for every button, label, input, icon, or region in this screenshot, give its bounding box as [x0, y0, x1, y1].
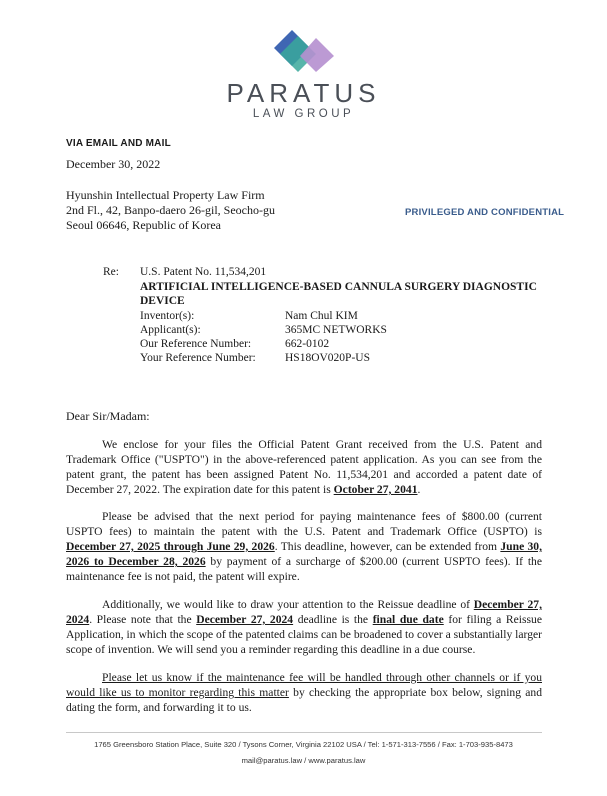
salutation: Dear Sir/Madam: — [66, 409, 150, 423]
p3-text-4: for filing a Reissue Application, in which the scope of the patented claims can be broadened to cover a substantially larger scope of invention. We will send you a reminder regarding this deadline in a due course. — [66, 613, 542, 656]
p3-text-3: deadline is the — [293, 613, 373, 626]
re-title-line2: DEVICE — [140, 295, 185, 307]
paratus-logo-mark — [272, 26, 336, 74]
extension-window: June 30, 2026 to December 28, 2026 — [66, 540, 543, 568]
recipient-line2: 2nd Fl., 42, Banpo-daero 26-gil, Seocho-gu — [66, 203, 275, 217]
re-row-label: Our Reference Number: — [140, 338, 252, 350]
reissue-date: December 27, 2024 — [66, 598, 543, 626]
letter-date: December 30, 2022 — [66, 157, 161, 171]
expiration-date: October 27, 2041 — [333, 483, 418, 496]
re-row-label: Applicant(s): — [140, 324, 201, 336]
p2-text: Please be advised that the next period for paying maintenance fees of $800.00 (current USPTO fees) to maintain the patent with the U.S. Patent and Trademark Office (USPTO) is — [66, 510, 542, 538]
p2-text-3: by payment of a surcharge of $200.00 (current USPTO fees). If the maintenance fee is not paid, the patent will expire. — [66, 555, 542, 583]
re-row-label: Inventor(s): — [140, 310, 195, 322]
re-row-value: Nam Chul KIM — [285, 310, 358, 322]
letterhead-name: PARATUS — [226, 78, 381, 108]
re-row-value: 662-0102 — [285, 338, 330, 350]
recipient-line3: Seoul 06646, Republic of Korea — [66, 218, 221, 232]
p2-text-2: . This deadline, however, can be extended from — [274, 540, 501, 553]
footer-divider — [66, 732, 542, 733]
recipient-line1: Hyunshin Intellectual Property Law Firm — [66, 188, 265, 202]
final-due-date: final due date — [372, 613, 444, 626]
re-patent-number: U.S. Patent No. 11,534,201 — [140, 266, 267, 278]
footer-address: 1765 Greensboro Station Place, Suite 320 / Tysons Corner, Virginia 22102 USA / Tel: 1-571-313-7556 / Fax: 1-703-935-8473 — [94, 740, 513, 749]
reissue-date-2: December 27, 2024 — [196, 613, 294, 626]
re-row-value: 365MC NETWORKS — [285, 324, 387, 336]
re-row-label: Your Reference Number: — [140, 352, 256, 364]
privileged-notice: PRIVILEGED AND CONFIDENTIAL — [405, 207, 565, 218]
p1-end: . — [417, 483, 421, 496]
p3-text: Additionally, we would like to draw your attention to the Reissue deadline of — [102, 598, 474, 611]
maintenance-window: December 27, 2025 through June 29, 2026 — [66, 540, 275, 553]
re-title-line1: ARTIFICIAL INTELLIGENCE-BASED CANNULA SURGERY DIAGNOSTIC — [140, 281, 537, 293]
re-label: Re: — [103, 266, 119, 278]
p1-text: We enclose for your files the Official Patent Grant received from the U.S. Patent and Trademark Office ("USPTO") in the above-referenced patent application. As you can see from the patent grant, the patent has been assigned Patent No. 11,534,201 and accorded a patent date of December 27, 2022. The expiration date for this patent is — [66, 438, 542, 496]
p4-underlined: Please let us know if the maintenance fee will be handled through other channels or if you would like us to monitor regarding this matter — [66, 671, 542, 699]
letterhead-subtitle: LAW GROUP — [252, 108, 355, 120]
re-row-value: HS18OV020P-US — [285, 352, 370, 364]
paragraph-reissue-deadline — [66, 597, 542, 657]
paragraph-maintenance-fee — [66, 509, 542, 584]
logo-purple-diamond — [300, 38, 334, 72]
footer-contact: mail@paratus.law / www.paratus.law — [241, 756, 366, 765]
p4-text: by checking the appropriate box below, signing and dating the form, and forwarding it to us. — [66, 686, 542, 714]
paragraph-instructions — [66, 670, 542, 715]
p3-text-2: . Please note that the — [89, 613, 197, 626]
paragraph-patent-grant — [66, 437, 542, 497]
delivery-method: VIA EMAIL AND MAIL — [66, 138, 171, 149]
